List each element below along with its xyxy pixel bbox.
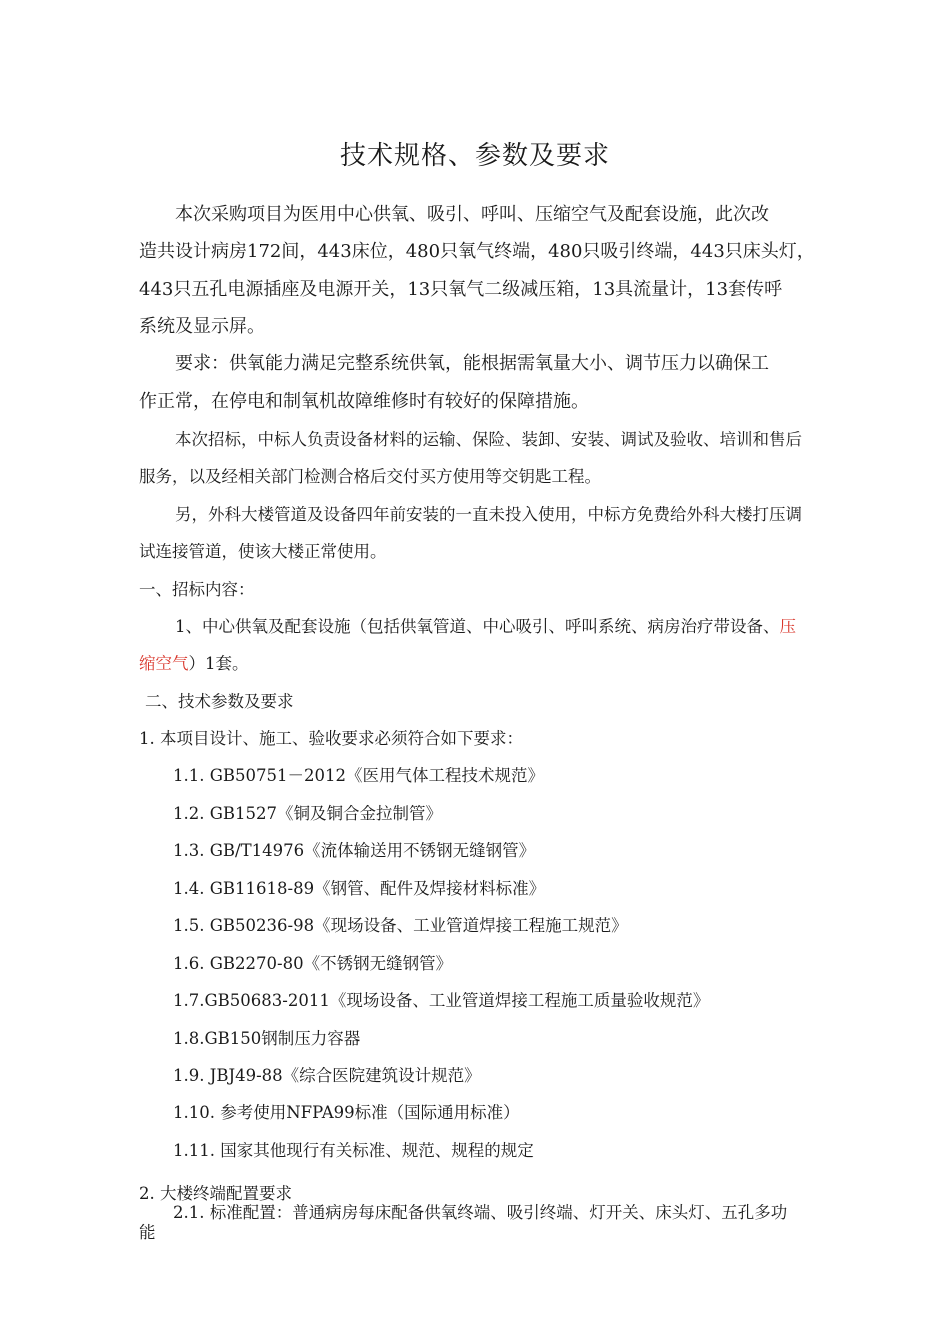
intro-p1-line: 本次采购项目为医用中心供氧、吸引、呼叫、压缩空气及配套设施，此次改 (175, 204, 769, 225)
section1-item-text: ）1套。 (188, 654, 249, 673)
intro-p4-line: 试连接管道，使该大楼正常使用。 (139, 542, 387, 561)
intro-p3-line: 本次招标，中标人负责设备材料的运输、保险、装卸、安装、调试及验收、培训和售后 (175, 430, 802, 449)
intro-p3-line: 服务，以及经相关部门检测合格后交付买方使用等交钥匙工程。 (139, 467, 601, 486)
section1-heading: 一、招标内容： (139, 580, 255, 599)
section2-sub2-1-cont: 能 (139, 1223, 156, 1242)
intro-p1-line: 443只五孔电源插座及电源开关，13只氧气二级减压箱，13具流量计，13套传呼 (139, 279, 783, 300)
standard-item: 1.6. GB2270-80《不锈钢无缝钢管》 (173, 954, 453, 973)
standard-item: 1.10. 参考使用NFPA99标准（国际通用标准） (173, 1103, 520, 1122)
section1-item-line (175, 616, 796, 638)
standard-item: 1.1. GB50751－2012《医用气体工程技术规范》 (173, 766, 545, 785)
section2-sub1: 1. 本项目设计、施工、验收要求必须符合如下要求： (139, 729, 523, 748)
highlighted-text: 压 (779, 617, 796, 636)
standard-item: 1.3. GB/T14976《流体输送用不锈钢无缝钢管》 (173, 841, 536, 860)
intro-p2-line: 要求：供氧能力满足完整系统供氧，能根据需氧量大小、调节压力以确保工 (175, 353, 769, 374)
standard-item: 1.7.GB50683-2011《现场设备、工业管道焊接工程施工质量验收规范》 (173, 991, 710, 1010)
standard-item: 1.11. 国家其他现行有关标准、规范、规程的规定 (173, 1141, 534, 1160)
intro-p2-line: 作正常，在停电和制氧机故障维修时有较好的保障措施。 (139, 391, 589, 412)
standard-item: 1.5. GB50236-98《现场设备、工业管道焊接工程施工规范》 (173, 916, 628, 935)
standard-item: 1.4. GB11618-89《钢管、配件及焊接材料标准》 (173, 879, 546, 898)
standard-item: 1.2. GB1527《铜及铜合金拉制管》 (173, 804, 443, 823)
intro-p4-line: 另，外科大楼管道及设备四年前安装的一直未投入使用，中标方免费给外科大楼打压调 (175, 505, 802, 524)
standard-item: 1.9. JBJ49-88《综合医院建筑设计规范》 (173, 1066, 481, 1085)
section1-item-text: 1、中心供氧及配套设施（包括供氧管道、中心吸引、呼叫系统、病房治疗带设备、 (175, 617, 780, 636)
intro-p1-line: 造共设计病房172间，443床位，480只氧气终端，480只吸引终端，443只床头灯， (139, 241, 815, 262)
intro-p1-line: 系统及显示屏。 (139, 316, 265, 337)
page-title: 技术规格、参数及要求 (339, 141, 610, 171)
section2-sub2-1: 2.1. 标准配置：普通病房每床配备供氧终端、吸引终端、灯开关、床头灯、五孔多功 (173, 1203, 788, 1222)
section2-heading: 二、技术参数及要求 (145, 692, 294, 711)
standard-item: 1.8.GB150钢制压力容器 (173, 1029, 361, 1048)
section2-sub2: 2. 大楼终端配置要求 (139, 1184, 292, 1203)
section1-item-line (139, 653, 249, 675)
highlighted-text: 缩空气 (139, 654, 189, 673)
